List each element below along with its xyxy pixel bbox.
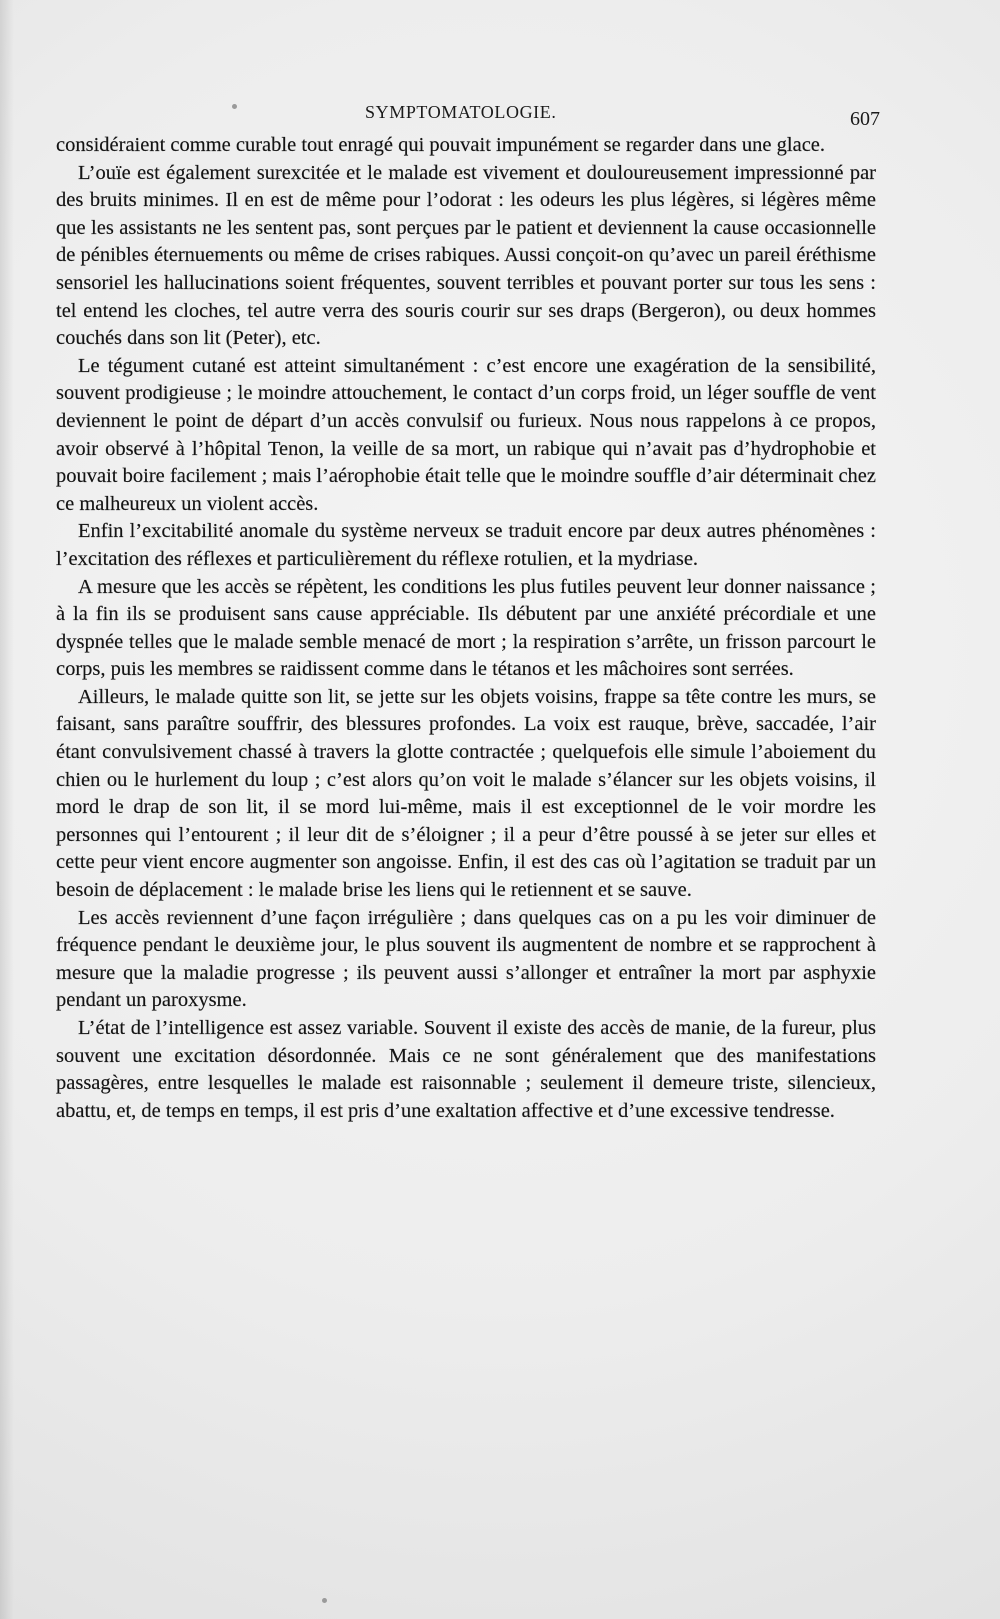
paragraph-5: A mesure que les accès se répètent, les conditions les plus futiles peuvent leur donner naissance ; à la fin ils se produisent sans cause appréciable. Ils débutent par une anxiété précordiale et une dyspnée telles que le malade semble menacé de mort ; la respiration s’arrête, un frisson parcourt le corps, puis les membres se raidissent comme dans le tétanos et les mâchoires sont serrées. bbox=[56, 575, 876, 681]
paragraph-4: Enfin l’excitabilité anomale du système nerveux se traduit encore par deux autres phénomènes : l’excitation des réflexes et particulièrement du réflexe rotulien, et la mydriase. bbox=[56, 520, 876, 570]
running-head: SYMPTOMATOLOGIE. bbox=[365, 102, 557, 122]
paragraph-6: Ailleurs, le malade quitte son lit, se jette sur les objets voisins, frappe sa tête contre les murs, se faisant, sans paraître souffrir, des blessures profondes. La voix est rauque, brève, saccadée, l’air étant convulsivement chassé à travers la glotte contractée ; quelquefois elle simule l’aboiement du chien ou le hurlement du loup ; c’est alors qu’on voit le malade s’élancer sur les objets voisins, il mord le drap de son lit, il se mord lui-même, mais il est exceptionnel de le voir mordre les personnes qui l’entourent ; il leur dit de s’éloigner ; il a peur d’être poussé à se jeter sur elles et cette peur vient encore augmenter son angoisse. Enfin, il est des cas où l’agitation se traduit par un besoin de déplacement : le malade brise les liens qui le retiennent et se sauve. bbox=[56, 685, 876, 902]
paper-speck bbox=[322, 1598, 327, 1603]
paper-speck bbox=[232, 104, 237, 109]
body-text bbox=[56, 132, 876, 1125]
paragraph-7: Les accès reviennent d’une façon irrégulière ; dans quelques cas on a pu les voir diminuer de fréquence pendant le deuxième jour, le plus souvent ils augmentent de nombre et se rapprochent à mesure que la maladie progresse ; ils peuvent aussi s’allonger et entraîner la mort par asphyxie pendant un paroxysme. bbox=[56, 906, 876, 1012]
page-number: 607 bbox=[850, 108, 880, 130]
paragraph-2: L’ouïe est également surexcitée et le malade est vivement et douloureusement impressionné par des bruits minimes. Il en est de même pour l’odorat : les odeurs les plus légères, si légères même que les assistants ne les sentent pas, sont perçues par le patient et deviennent la cause occasionnelle de pénibles éternuements ou même de crises rabiques. Aussi conçoit-on qu’avec un pareil éréthisme sensoriel les hallucinations soient fréquentes, souvent terribles et pouvant porter sur tous les sens : tel entend les cloches, tel autre verra des souris courir sur ses draps (Bergeron), ou deux hommes couchés dans son lit (Peter), etc. bbox=[56, 161, 876, 350]
paragraph-3: Le tégument cutané est atteint simultanément : c’est encore une exagération de la sensibilité, souvent prodigieuse ; le moindre attouchement, le contact d’un corps froid, un léger souffle de vent deviennent le point de départ d’un accès convulsif ou furieux. Nous nous rappelons à ce propos, avoir observé à l’hôpital Tenon, la veille de sa mort, un rabique qui n’avait pas d’hydrophobie et pouvait boire facilement ; mais l’aérophobie était telle que le moindre souffle d’air déterminait chez ce malheureux un violent accès. bbox=[56, 354, 876, 515]
paragraph-8: L’état de l’intelligence est assez variable. Souvent il existe des accès de manie, de la fureur, plus souvent une excitation désordonnée. Mais ce ne sont généralement que des manifestations passagères, entre lesquelles le malade est raisonnable ; seulement il demeure triste, silencieux, abattu, et, de temps en temps, il est pris d’une exaltation affective et d’une excessive tendresse. bbox=[56, 1017, 876, 1122]
paragraph-1: considéraient comme curable tout enragé qui pouvait impunément se regarder dans une glace. bbox=[56, 134, 826, 156]
